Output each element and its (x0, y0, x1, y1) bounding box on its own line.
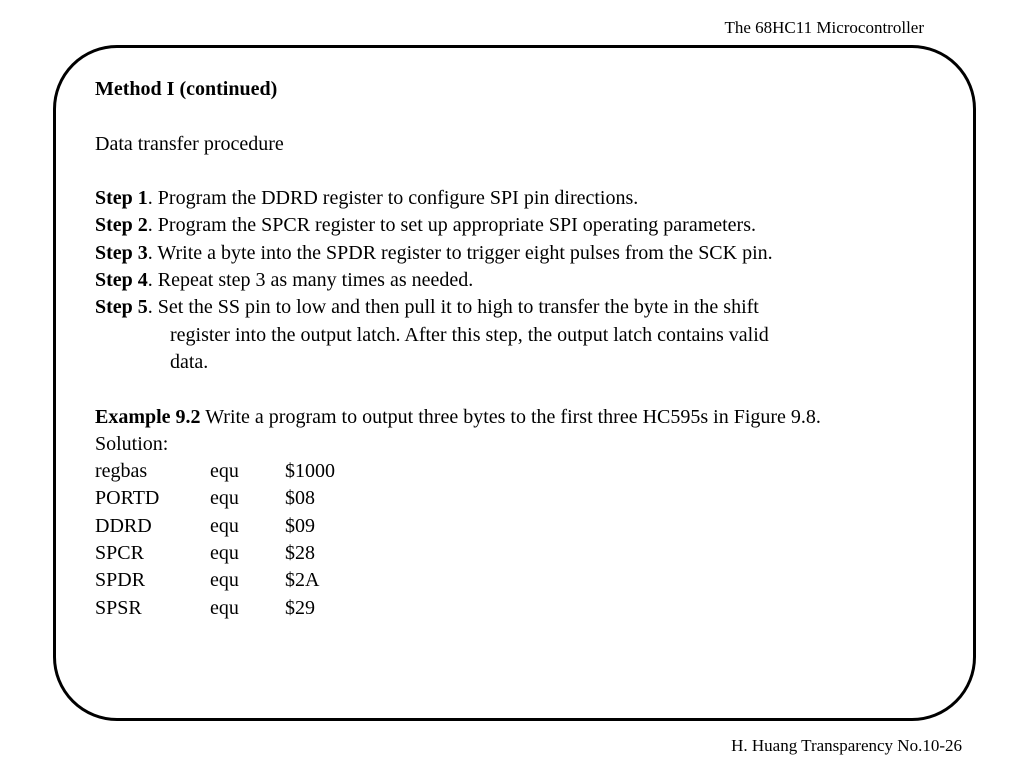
example-text: Write a program to output three bytes to the first three HC595s in Figure 9.8. (200, 405, 821, 428)
code-symbol: regbas (95, 460, 148, 483)
step-5-continuation-2: data. (170, 350, 209, 373)
heading-text: Method I (continued) (95, 78, 278, 100)
step-5 (95, 294, 955, 321)
example-label: Example 9.2 (95, 405, 201, 428)
example-statement (95, 404, 955, 431)
step-label: Step 1 (95, 187, 148, 210)
slide-content (95, 76, 955, 622)
code-directive: equ (210, 569, 239, 592)
step-label: Step 3 (95, 241, 148, 264)
step-text: . Set the SS pin to low and then pull it to high to transfer the byte in the shift (147, 296, 759, 319)
step-3 (95, 240, 955, 267)
code-symbol: SPSR (95, 596, 142, 619)
step-label: Step 5 (95, 296, 148, 319)
code-line (95, 513, 955, 540)
slide-heading (95, 76, 955, 103)
code-value: $28 (285, 542, 315, 565)
code-value: $1000 (285, 460, 335, 483)
code-line (95, 540, 955, 567)
footer-text: H. Huang Transparency No.10-26 (731, 736, 962, 755)
code-line (95, 567, 955, 594)
code-line (95, 458, 955, 485)
code-directive: equ (210, 596, 239, 619)
code-symbol: PORTD (95, 487, 160, 510)
code-line (95, 485, 955, 512)
code-symbol: SPDR (95, 569, 146, 592)
code-directive: equ (210, 542, 239, 565)
step-text: . Repeat step 3 as many times as needed. (147, 269, 474, 292)
code-value: $29 (285, 596, 315, 619)
code-directive: equ (210, 487, 239, 510)
step-text: . Program the SPCR register to set up appropriate SPI operating parameters. (147, 214, 756, 237)
header-title: The 68HC11 Microcontroller (724, 18, 924, 37)
code-symbol: SPCR (95, 542, 144, 565)
step-5-continuation-1: register into the output latch. After this step, the output latch contains valid (170, 323, 769, 346)
code-line (95, 595, 955, 622)
step-label: Step 4 (95, 269, 148, 292)
code-value: $09 (285, 514, 315, 537)
slide-subheading: Data transfer procedure (95, 132, 284, 155)
step-1 (95, 185, 955, 212)
code-symbol: DDRD (95, 514, 152, 537)
code-directive: equ (210, 514, 239, 537)
step-text: . Program the DDRD register to configure SPI pin directions. (147, 187, 639, 210)
code-directive: equ (210, 460, 239, 483)
code-value: $08 (285, 487, 315, 510)
step-label: Step 2 (95, 214, 148, 237)
step-4 (95, 267, 955, 294)
code-value: $2A (285, 569, 320, 592)
step-text: . Write a byte into the SPDR register to trigger eight pulses from the SCK pin. (147, 241, 773, 264)
solution-label: Solution: (95, 432, 169, 455)
step-2 (95, 212, 955, 239)
